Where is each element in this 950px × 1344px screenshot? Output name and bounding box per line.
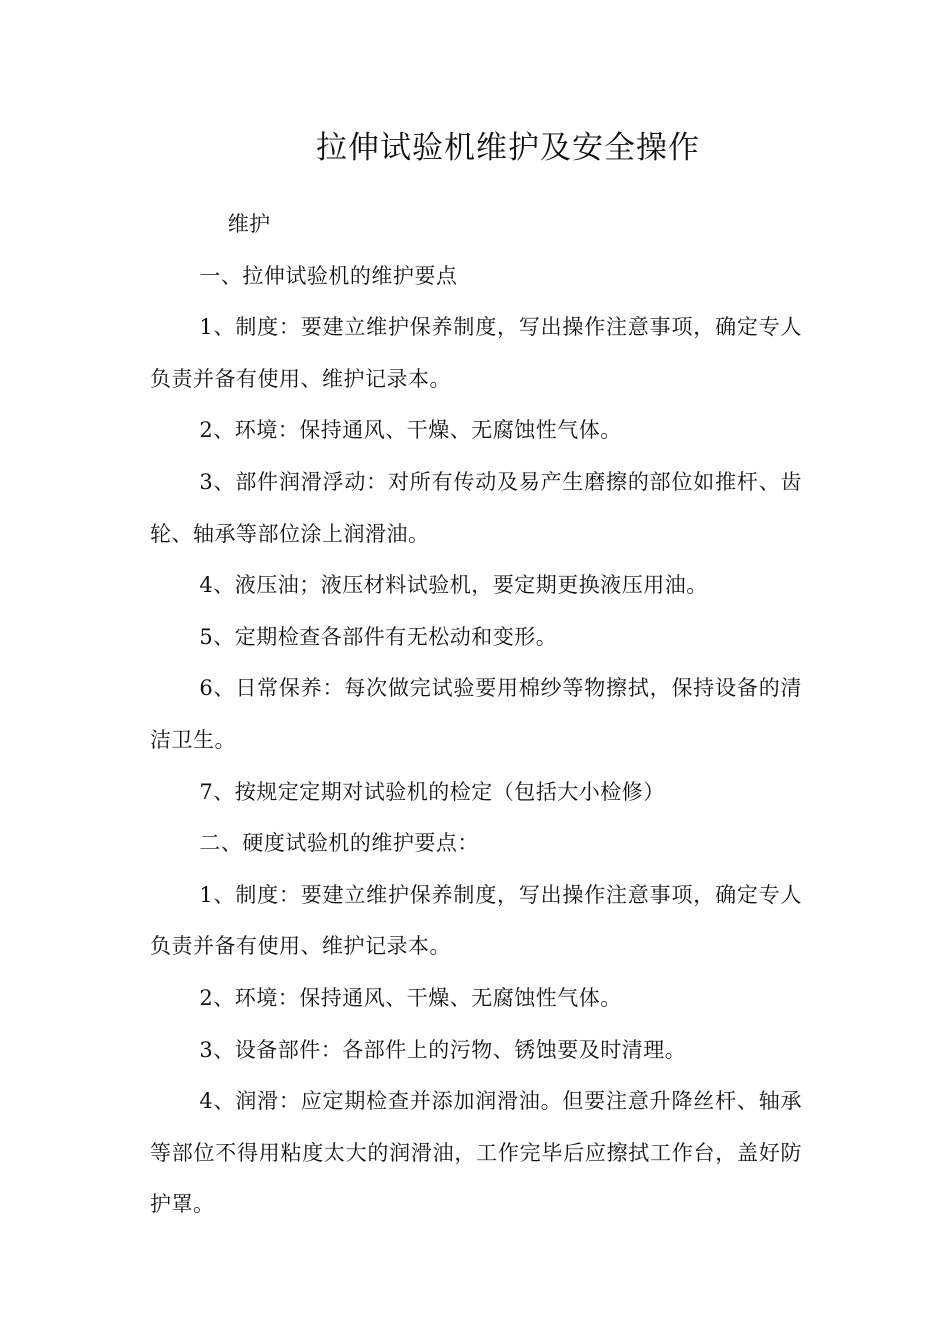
paragraph: 2、环境：保持通风、干燥、无腐蚀性气体。	[199, 985, 622, 1010]
section-heading-hardness: 二、硬度试验机的维护要点：	[199, 831, 479, 856]
paragraph: 3、设备部件：各部件上的污物、锈蚀要及时清理。	[199, 1037, 687, 1062]
paragraph: 6、日常保养：每次做完试验要用棉纱等物擦拭，保持设备的清洁卫生。	[150, 676, 802, 752]
section-heading-tensile: 一、拉伸试验机的维护要点	[199, 263, 458, 288]
paragraph: 5、定期检查各部件有无松动和变形。	[199, 624, 558, 649]
paragraph: 4、润滑：应定期检查并添加润滑油。但要注意升降丝杆、轴承等部位不得用粘度太大的润滑油，工作完毕后应擦拭工作台，盖好防护罩。	[150, 1089, 802, 1217]
paragraph: 3、部件润滑浮动：对所有传动及易产生磨擦的部位如推杆、齿轮、轴承等部位涂上润滑油。	[150, 469, 802, 546]
paragraph: 7、按规定定期对试验机的检定（包括大小检修）	[199, 779, 665, 804]
document-title: 拉伸试验机维护及安全操作	[316, 130, 700, 166]
section-heading-maintenance: 维护	[227, 212, 271, 236]
paragraph: 4、液压油；液压材料试验机，要定期更换液压用油。	[199, 573, 708, 598]
document-body	[150, 199, 802, 1231]
paragraph: 1、制度：要建立维护保养制度，写出操作注意事项，确定专人负责并备有使用、维护记录本。	[150, 315, 802, 391]
paragraph: 2、环境：保持通风、干燥、无腐蚀性气体。	[199, 418, 622, 443]
paragraph: 1、制度：要建立维护保养制度，写出操作注意事项，确定专人负责并备有使用、维护记录本。	[150, 882, 802, 959]
